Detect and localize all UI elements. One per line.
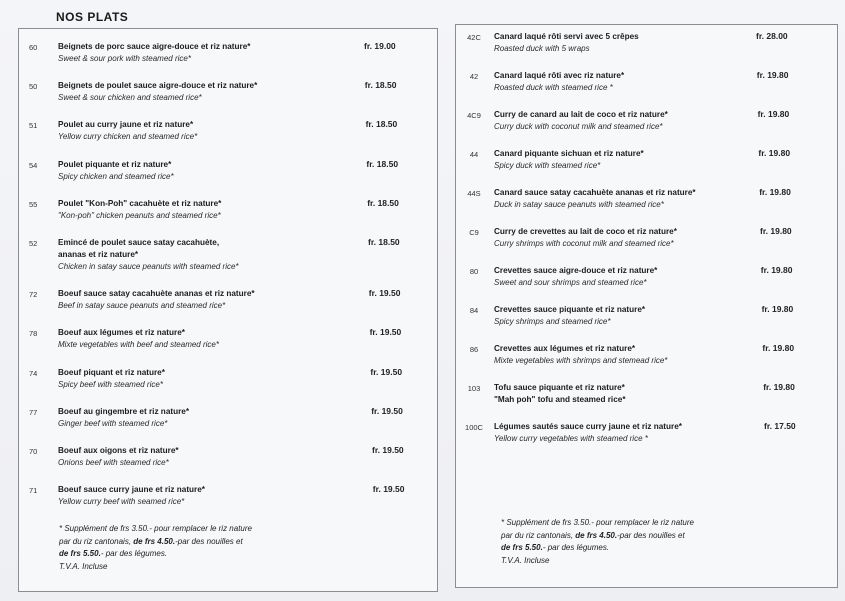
- item-name-fr: Canard laqué rôti servi avec 5 crêpes: [494, 32, 639, 41]
- item-name-fr: Emincé de poulet sauce satay cacahuète,: [58, 238, 220, 247]
- item-number: 54: [29, 160, 38, 170]
- note-line-2: par du riz cantonais, de frs 4.50.-par des nouilles et: [59, 536, 243, 546]
- item-number: C9: [469, 228, 479, 237]
- item-name-fr: Canard sauce satay cacahuète ananas et riz nature*: [494, 188, 696, 197]
- item-name-fr: Poulet piquante et riz nature*: [58, 159, 172, 169]
- item-description: [494, 31, 764, 54]
- item-description: [58, 445, 358, 468]
- item-number: 100C: [465, 423, 483, 432]
- item-name-fr: Boeuf au gingembre et riz nature*: [58, 406, 190, 416]
- item-number: 84: [469, 306, 479, 315]
- item-number: 80: [469, 267, 479, 276]
- item-price: fr. 19.50: [372, 445, 404, 455]
- item-name-en: Duck in satay sauce peanuts with steamed rice*: [494, 200, 664, 209]
- item-price: fr. 19.80: [759, 187, 791, 197]
- item-number: 51: [29, 121, 38, 131]
- item-description: [58, 159, 358, 182]
- item-number: 44S: [467, 189, 481, 198]
- item-number: 60: [29, 43, 38, 52]
- item-name-fr: Beignets de poulet sauce aigre-douce et riz nature*: [58, 81, 258, 91]
- menu-item: [456, 187, 837, 221]
- item-name-en: Sweet & sour pork with steamed rice*: [58, 54, 191, 63]
- item-name-fr: Boeuf aux légumes et riz nature*: [58, 328, 185, 338]
- menu-item: [19, 288, 437, 322]
- menu-item: [19, 484, 437, 518]
- item-name-fr: Canard laqué rôti avec riz nature*: [494, 71, 625, 80]
- item-name-fr: Curry de crevettes au lait de coco et riz nature*: [494, 227, 677, 236]
- page-title: NOS PLATS: [56, 10, 129, 24]
- item-price: fr. 19.80: [761, 304, 794, 314]
- menu-item: [19, 406, 437, 440]
- item-name-en: "Kon-poh" chicken peanuts and steamed rice*: [58, 210, 221, 220]
- item-description: [58, 288, 358, 311]
- item-name-fr-cont: ananas et riz nature*: [58, 250, 139, 259]
- item-name-fr: Beignets de porc sauce aigre-douce et riz nature*: [58, 42, 251, 51]
- item-price: fr. 19.50: [372, 484, 405, 495]
- menu-item: [456, 31, 837, 65]
- item-price: fr. 19.80: [760, 226, 792, 236]
- note-line-1: * Supplément de frs 3.50.- pour remplacer le riz nature: [59, 524, 252, 533]
- item-number: 78: [29, 329, 38, 339]
- right-menu-panel: [455, 24, 838, 588]
- item-price: fr. 19.80: [763, 382, 795, 392]
- item-number: 72: [29, 290, 38, 300]
- menu-item: [456, 304, 837, 338]
- item-price: fr. 19.80: [762, 343, 795, 353]
- item-number: 44: [469, 150, 479, 159]
- right-supplement-note: [501, 517, 694, 567]
- menu-item: [19, 119, 437, 153]
- item-name-fr: Boeuf sauce satay cacahuète ananas et riz nature*: [58, 289, 255, 299]
- item-number: 42: [469, 72, 479, 81]
- menu-item: [456, 70, 837, 104]
- item-price: fr. 19.00: [364, 41, 396, 51]
- menu-item: [19, 327, 437, 361]
- item-name-en: Onions beef with steamed rice*: [58, 458, 169, 467]
- item-number: 77: [29, 407, 38, 417]
- item-name-fr: Légumes sautés sauce curry jaune et riz nature*: [494, 422, 682, 431]
- item-name-en: Spicy beef with steamed rice*: [58, 379, 163, 389]
- item-price: fr. 18.50: [368, 237, 400, 247]
- menu-item: [19, 445, 437, 479]
- item-description: [494, 226, 764, 249]
- item-price: fr. 19.50: [370, 366, 403, 377]
- item-name-fr: Boeuf piquant et riz nature*: [58, 367, 165, 377]
- item-name-en: Roasted duck with steamed rice *: [494, 83, 613, 92]
- item-price: fr. 18.50: [367, 197, 399, 208]
- item-description: [494, 265, 764, 288]
- item-name-fr: Canard piquante sichuan et riz nature*: [494, 149, 644, 158]
- item-number: 86: [469, 345, 479, 354]
- item-name-en: Curry shrimps with coconut milk and steamed rice*: [494, 239, 674, 248]
- item-description: [58, 367, 358, 390]
- item-name-fr: Poulet "Kon-Poh" cacahuète et riz nature*: [58, 198, 222, 208]
- item-description: [494, 109, 764, 132]
- item-number: 42C: [467, 33, 481, 42]
- item-name-en: Roasted duck with 5 wraps: [494, 44, 590, 53]
- item-description: [494, 187, 764, 210]
- item-description: [494, 343, 764, 366]
- item-name-en: Spicy chicken and steamed rice*: [58, 171, 174, 181]
- note-vat: T.V.A. Incluse: [59, 561, 108, 571]
- menu-item: [19, 367, 437, 401]
- item-name-en: Mixte vegetables with beef and steamed rice*: [58, 340, 219, 350]
- item-price: fr. 18.50: [365, 119, 398, 130]
- item-name-fr-cont: "Mah poh" tofu and steamed rice*: [494, 395, 626, 404]
- item-number: 74: [29, 368, 38, 378]
- item-name-en: Spicy duck with steamed rice*: [494, 161, 601, 170]
- note-vat: T.V.A. Incluse: [501, 555, 550, 565]
- item-name-fr: Poulet au curry jaune et riz nature*: [58, 120, 194, 130]
- item-name-fr: Crevettes aux légumes et riz nature*: [494, 344, 636, 353]
- item-name-en: Ginger beef with steamed rice*: [58, 418, 168, 428]
- item-number: 103: [467, 384, 481, 393]
- item-number: 4C9: [467, 111, 481, 120]
- item-price: fr. 19.50: [371, 405, 403, 416]
- item-price: fr. 19.50: [368, 288, 401, 299]
- item-number: 50: [29, 82, 38, 92]
- left-supplement-note: [59, 523, 252, 573]
- item-description: [494, 382, 764, 406]
- menu-item: [19, 159, 437, 193]
- item-name-fr: Curry de canard au lait de coco et riz nature*: [494, 110, 668, 119]
- item-name-en: Beef in satay sauce peanuts and steamed rice*: [58, 301, 226, 311]
- item-description: [494, 421, 764, 444]
- item-name-fr: Boeuf aux oigons et riz nature*: [58, 446, 179, 455]
- menu-item: [456, 226, 837, 260]
- item-name-en: Sweet and sour shrimps and steamed rice*: [494, 278, 647, 287]
- item-price: fr. 19.80: [756, 70, 789, 80]
- menu-item: [456, 109, 837, 143]
- item-description: [494, 70, 764, 93]
- item-description: [494, 304, 764, 327]
- item-number: 70: [29, 447, 38, 456]
- item-description: [58, 327, 358, 350]
- left-menu-panel: [18, 28, 438, 592]
- note-line-1: * Supplément de frs 3.50.- pour remplacer le riz nature: [501, 518, 694, 527]
- item-description: [58, 80, 358, 103]
- menu-item: [456, 382, 837, 416]
- item-name-fr: Tofu sauce piquante et riz nature*: [494, 383, 625, 392]
- menu-item: [19, 237, 437, 271]
- item-price: fr. 18.50: [366, 158, 399, 169]
- item-name-en: Sweet & sour chicken and steamed rice*: [58, 93, 202, 103]
- note-line-3: de frs 5.50.- par des légumes.: [59, 549, 168, 558]
- item-name-en: Yellow curry vegetables with steamed rice *: [494, 434, 648, 443]
- item-price: fr. 19.80: [757, 109, 790, 119]
- item-price: fr. 17.50: [764, 421, 796, 431]
- item-price: fr. 19.50: [369, 327, 402, 338]
- note-line-3: de frs 5.50.- par des légumes.: [501, 543, 610, 552]
- item-number: 52: [29, 239, 38, 248]
- item-description: [58, 406, 358, 429]
- item-name-en: Mixte vegetables with shrimps and stemead rice*: [494, 356, 668, 365]
- menu-item: [456, 148, 837, 182]
- item-name-en: Curry duck with coconut milk and steamed rice*: [494, 122, 663, 131]
- item-price: fr. 19.80: [760, 265, 793, 275]
- menu-item: [456, 343, 837, 377]
- item-name-fr: Crevettes sauce piquante et riz nature*: [494, 305, 646, 314]
- item-number: 71: [29, 486, 38, 496]
- item-name-en: Chicken in satay sauce peanuts with steamed rice*: [58, 262, 239, 271]
- item-description: [58, 41, 358, 64]
- item-name-fr: Crevettes sauce aigre-douce et riz nature*: [494, 266, 658, 275]
- menu-item: [19, 80, 437, 114]
- item-number: 55: [29, 199, 38, 209]
- menu-item: [456, 421, 837, 455]
- item-description: [494, 148, 764, 171]
- menu-item: [456, 265, 837, 299]
- item-description: [58, 484, 358, 507]
- item-name-fr: Boeuf sauce curry jaune et riz nature*: [58, 485, 205, 495]
- item-name-en: Yellow curry chicken and steamed rice*: [58, 132, 198, 142]
- item-price: fr. 18.50: [364, 80, 397, 91]
- item-description: [58, 237, 358, 272]
- note-line-2: par du riz cantonais, de frs 4.50.-par des nouilles et: [501, 530, 685, 540]
- item-name-en: Spicy shrimps and steamed rice*: [494, 317, 611, 326]
- menu-item: [19, 41, 437, 75]
- menu-item: [19, 198, 437, 232]
- item-description: [58, 119, 358, 142]
- item-price: fr. 28.00: [756, 31, 788, 41]
- item-price: fr. 19.80: [758, 148, 791, 158]
- item-name-en: Yellow curry beef with seamed rice*: [58, 497, 185, 507]
- item-description: [58, 198, 358, 221]
